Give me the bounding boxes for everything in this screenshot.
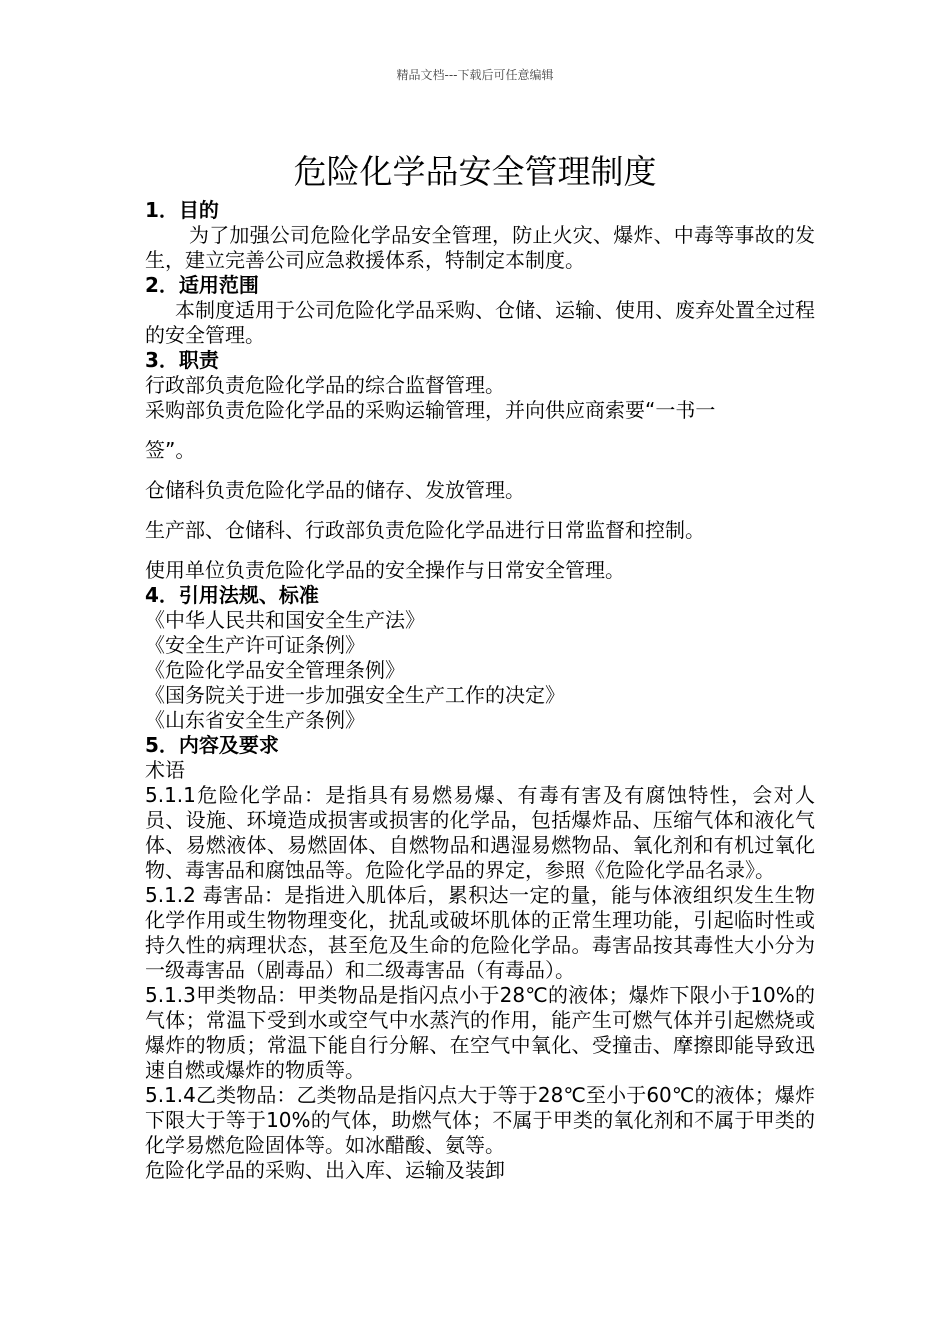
section-1-paragraph: 为了加强公司危险化学品安全管理，防止火灾、爆炸、中毒等事故的发生，建立完善公司应急救援体系，特制定本制度。 — [145, 223, 815, 272]
responsibility-item: 行政部负责危险化学品的综合监督管理。 — [145, 373, 505, 397]
responsibility-item: 生产部、仓储科、行政部负责危险化学品进行日常监督和控制。 — [145, 518, 705, 542]
section-1-heading: 1．目的 — [145, 198, 219, 222]
document-body — [145, 198, 815, 1183]
subsection-purchase: 危险化学品的采购、出入库、运输及装卸 — [145, 1158, 505, 1182]
responsibility-item: 采购部负责危险化学品的采购运输管理，并向供应商索要“一书一 — [145, 398, 716, 422]
term-5-1-4: 5.1.4乙类物品：乙类物品是指闪点大于等于28℃至小于60℃的液体；爆炸下限大于等于10%的气体，助燃气体；不属于甲类的氧化剂和不属于甲类的化学易燃危险固体等。如冰醋酸、氨等。 — [145, 1083, 815, 1157]
regulation-item: 《安全生产许可证条例》 — [145, 633, 365, 657]
responsibility-item: 签”。 — [145, 438, 196, 462]
regulation-item: 《中华人民共和国安全生产法》 — [145, 608, 425, 632]
responsibility-item: 使用单位负责危险化学品的安全操作与日常安全管理。 — [145, 558, 625, 582]
section-2-paragraph: 本制度适用于公司危险化学品采购、仓储、运输、使用、废弃处置全过程的安全管理。 — [145, 298, 815, 347]
section-4-heading: 4．引用法规、标准 — [145, 583, 319, 607]
term-5-1-1: 5.1.1危险化学品：是指具有易燃易爆、有毒有害及有腐蚀特性，会对人员、设施、环境造成损害或损害的化学品，包括爆炸品、压缩气体和液化气体、易燃液体、易燃固体、自燃物品和遇湿易燃物品、氧化剂和有机过氧化物、毒害品和腐蚀品等。危险化学品的界定，参照《危险化学品名录》。 — [145, 783, 815, 882]
regulation-item: 《山东省安全生产条例》 — [145, 708, 365, 732]
regulation-list — [145, 608, 815, 733]
term-5-1-2: 5.1.2 毒害品：是指进入肌体后，累积达一定的量，能与体液组织发生生物化学作用或生物物理变化，扰乱或破坏肌体的正常生理功能，引起临时性或持久性的病理状态，甚至危及生命的危险化学品。毒害品按其毒性大小分为一级毒害品（剧毒品）和二级毒害品（有毒品）。 — [145, 883, 815, 982]
document-title: 危险化学品安全管理制度 — [293, 152, 657, 191]
subsection-terms: 术语 — [145, 758, 185, 782]
regulation-item: 《危险化学品安全管理条例》 — [145, 658, 405, 682]
section-3-heading: 3．职责 — [145, 348, 219, 372]
section-5-heading: 5．内容及要求 — [145, 733, 279, 757]
section-2-heading: 2．适用范围 — [145, 273, 259, 297]
responsibility-item: 仓储科负责危险化学品的储存、发放管理。 — [145, 478, 525, 502]
header-note: 精品文档---下载后可任意编辑 — [396, 68, 554, 82]
regulation-item: 《国务院关于进一步加强安全生产工作的决定》 — [145, 683, 565, 707]
term-5-1-3: 5.1.3甲类物品：甲类物品是指闪点小于28℃的液体；爆炸下限小于10%的气体；常温下受到水或空气中水蒸汽的作用，能产生可燃气体并引起燃烧或爆炸的物质；常温下能自行分解、在空气中氧化、受撞击、摩擦即能导致迅速自燃或爆炸的物质等。 — [145, 983, 815, 1082]
